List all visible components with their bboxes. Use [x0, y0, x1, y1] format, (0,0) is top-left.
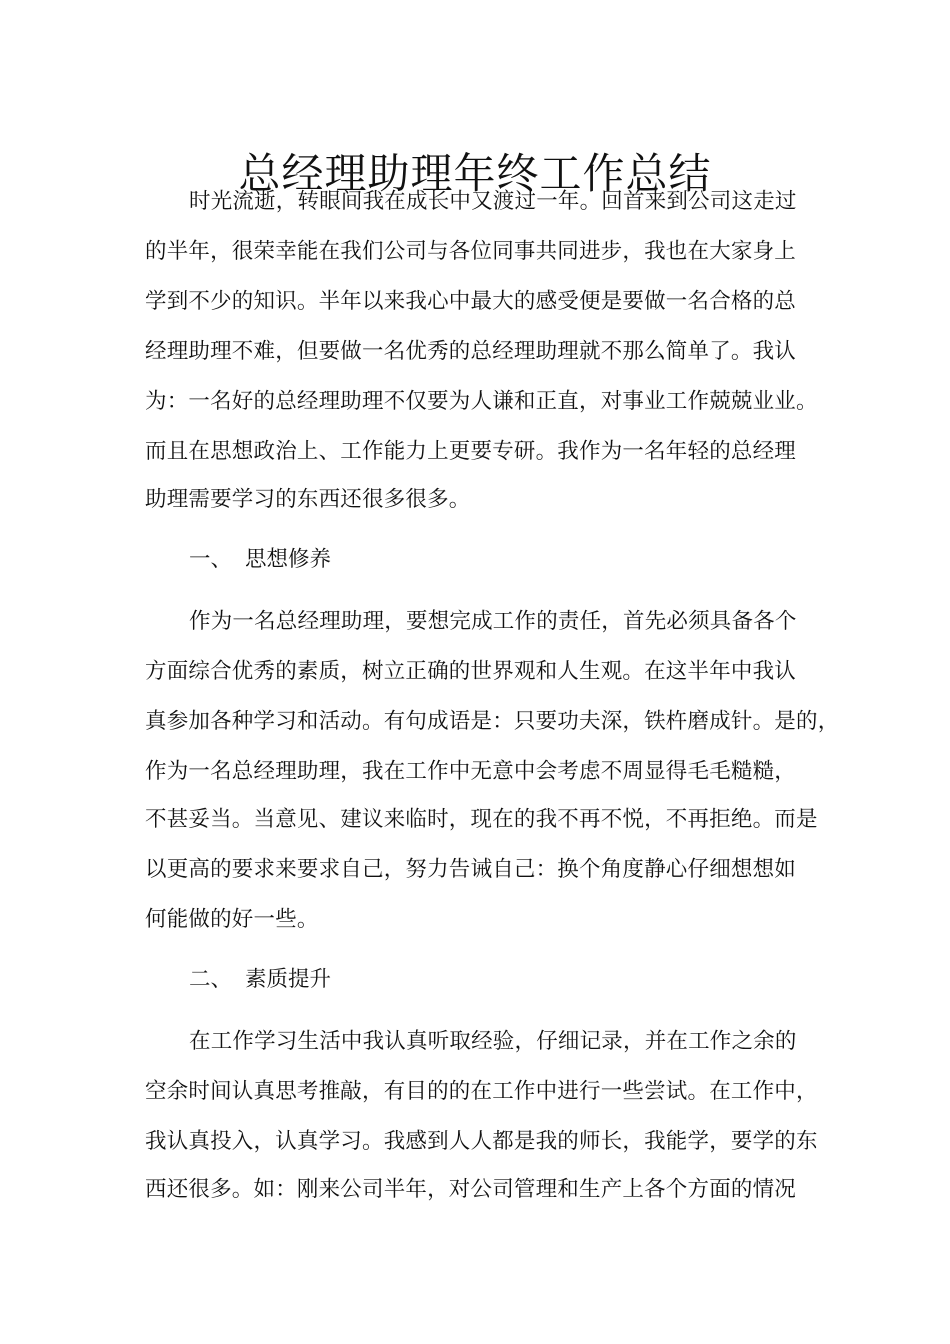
text-line: 为：一名好的总经理助理不仅要为人谦和正直，对事业工作兢兢业业。 — [145, 389, 818, 414]
text-line: 我认真投入，认真学习。我感到人人都是我的师长，我能学，要学的东 — [145, 1129, 818, 1154]
text-line: 而且在思想政治上、工作能力上更要专研。我作为一名年轻的总经理 — [145, 439, 797, 464]
section-heading — [189, 545, 331, 575]
text-line: 不甚妥当。当意见、建议来临时，现在的我不再不悦，不再拒绝。而是 — [145, 807, 818, 832]
text-line: 西还很多。如：刚来公司半年，对公司管理和生产上各个方面的情况 — [145, 1177, 797, 1202]
text-line: 经理助理不难，但要做一名优秀的总经理助理就不那么简单了。我认 — [145, 339, 797, 364]
section-number: 二、 — [189, 967, 233, 992]
text-line: 作为一名总经理助理，我在工作中无意中会考虑不周显得毛毛糙糙， — [145, 759, 797, 784]
section-heading-text: 素质提升 — [245, 967, 332, 992]
section-heading-text: 思想修养 — [245, 547, 332, 572]
text-line: 空余时间认真思考推敲，有目的的在工作中进行一些尝试。在工作中， — [145, 1079, 818, 1104]
section-number: 一、 — [189, 547, 233, 572]
text-line: 何能做的好一些。 — [145, 907, 319, 932]
text-line: 方面综合优秀的素质，树立正确的世界观和人生观。在这半年中我认 — [145, 659, 797, 684]
text-line: 助理需要学习的东西还很多很多。 — [145, 487, 471, 512]
text-line: 学到不少的知识。半年以来我心中最大的感受便是要做一名合格的总 — [145, 289, 797, 314]
text-line: 时光流逝，转眼间我在成长中又渡过一年。回首来到公司这走过 — [189, 189, 797, 214]
text-line: 作为一名总经理助理，要想完成工作的责任，首先必须具备各个 — [189, 609, 797, 634]
section-heading — [189, 965, 331, 995]
text-line: 的半年，很荣幸能在我们公司与各位同事共同进步，我也在大家身上 — [145, 239, 797, 264]
text-line: 真参加各种学习和活动。有句成语是：只要功夫深，铁杵磨成针。是的， — [145, 709, 840, 734]
text-line: 以更高的要求来要求自己，努力告诫自己：换个角度静心仔细想想如 — [145, 857, 797, 882]
document-title: 总经理助理年终工作总结 — [238, 149, 712, 199]
text-line: 在工作学习生活中我认真听取经验，仔细记录，并在工作之余的 — [189, 1029, 797, 1054]
